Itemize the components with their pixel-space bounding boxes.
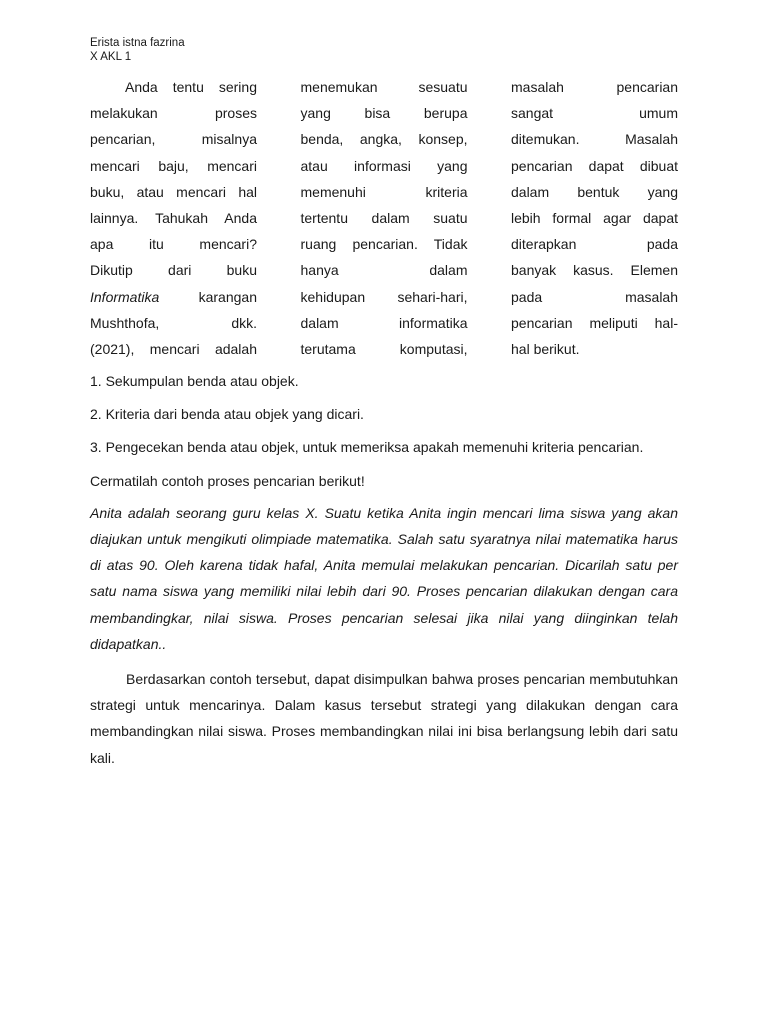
column-line: hal berikut. xyxy=(511,340,580,357)
column-line: lainnya. Tahukah Anda xyxy=(90,209,257,226)
book-title: Informatika xyxy=(90,288,160,305)
column-line: (2021), mencari adalah xyxy=(90,340,257,357)
column-line: sangat umum xyxy=(511,105,678,122)
column-line: dalam bentuk yang xyxy=(511,183,678,200)
column-line: masalah pencarian xyxy=(511,79,678,95)
column-line: Mushthofa, dkk. xyxy=(90,314,257,331)
column-line: dalam informatika xyxy=(300,314,468,331)
column-line: diterapkan pada xyxy=(511,236,678,253)
column-line: banyak kasus. Elemen xyxy=(511,262,678,279)
column-line: Anda tentu sering xyxy=(125,79,257,95)
column-line-rest: karangan xyxy=(159,288,257,305)
column-line: terutama komputasi, xyxy=(300,340,468,357)
list-item: 3. Pengecekan benda atau objek, untuk memeriksa apakah memenuhi kriteria pencarian. xyxy=(90,439,644,456)
conclusion-paragraph: Berdasarkan contoh tersebut, dapat disimpulkan bahwa proses pencarian membutuhkan strategi untuk mencarinya. Dalam kasus tersebut strategi yang dilakukan dengan cara membandingkan nilai siswa. Proses membandingkan nilai ini bisa berlangsung lebih dari satu kali. xyxy=(90,671,678,766)
column-line: kehidupan sehari-hari, xyxy=(300,288,468,305)
column-line: yang bisa berupa xyxy=(300,105,468,122)
column-line: apa itu mencari? xyxy=(90,236,257,253)
example-lead: Cermatilah contoh proses pencarian berikut! xyxy=(90,472,365,489)
author-name: Erista istna fazrina xyxy=(90,37,185,49)
column-line: ruang pencarian. Tidak xyxy=(300,236,468,253)
column-line: benda, angka, konsep, xyxy=(300,131,468,148)
column-line: hanya dalam xyxy=(300,262,468,279)
column-line: pencarian meliputi hal- xyxy=(511,314,678,331)
page-header xyxy=(90,36,185,64)
column-line: mencari baju, mencari xyxy=(90,157,257,174)
column-line: pencarian, misalnya xyxy=(90,131,257,148)
column-line: memenuhi kriteria xyxy=(300,183,468,200)
column-1 xyxy=(90,74,257,362)
list-item: 1. Sekumpulan benda atau objek. xyxy=(90,373,299,389)
column-line: atau informasi yang xyxy=(300,157,468,174)
column-line: menemukan sesuatu xyxy=(300,79,468,95)
column-line: tertentu dalam suatu xyxy=(300,209,468,226)
main-body xyxy=(90,368,678,771)
column-line-with-book-title xyxy=(90,284,257,310)
list-item: 2. Kriteria dari benda atau objek yang dicari. xyxy=(90,406,364,423)
column-2 xyxy=(301,74,468,362)
column-line: ditemukan. Masalah xyxy=(511,131,678,148)
three-column-intro xyxy=(90,74,678,362)
column-3 xyxy=(511,74,678,362)
example-paragraph: Anita adalah seorang guru kelas X. Suatu ketika Anita ingin mencari lima siswa yang akan diajukan untuk mengikuti olimpiade matematika. Salah satu syaratnya nilai matematika harus di atas 90. Oleh karena tidak hafal, Anita memulai melakukan pencarian. Dicarilah satu per satu nama siswa yang memiliki nilai lebih dari 90. Proses pencarian dilakukan dengan cara membandingkar, nilai siswa. Proses pencarian selesai jika nilai yang diinginkan telah didapatkan.. xyxy=(90,504,678,652)
column-line: Dikutip dari buku xyxy=(90,262,257,279)
column-line: pada masalah xyxy=(511,288,678,305)
column-line: lebih formal agar dapat xyxy=(511,209,678,226)
column-line: pencarian dapat dibuat xyxy=(511,157,678,174)
author-class: X AKL 1 xyxy=(90,51,132,63)
column-line: melakukan proses xyxy=(90,105,257,122)
column-line: buku, atau mencari hal xyxy=(90,183,257,200)
